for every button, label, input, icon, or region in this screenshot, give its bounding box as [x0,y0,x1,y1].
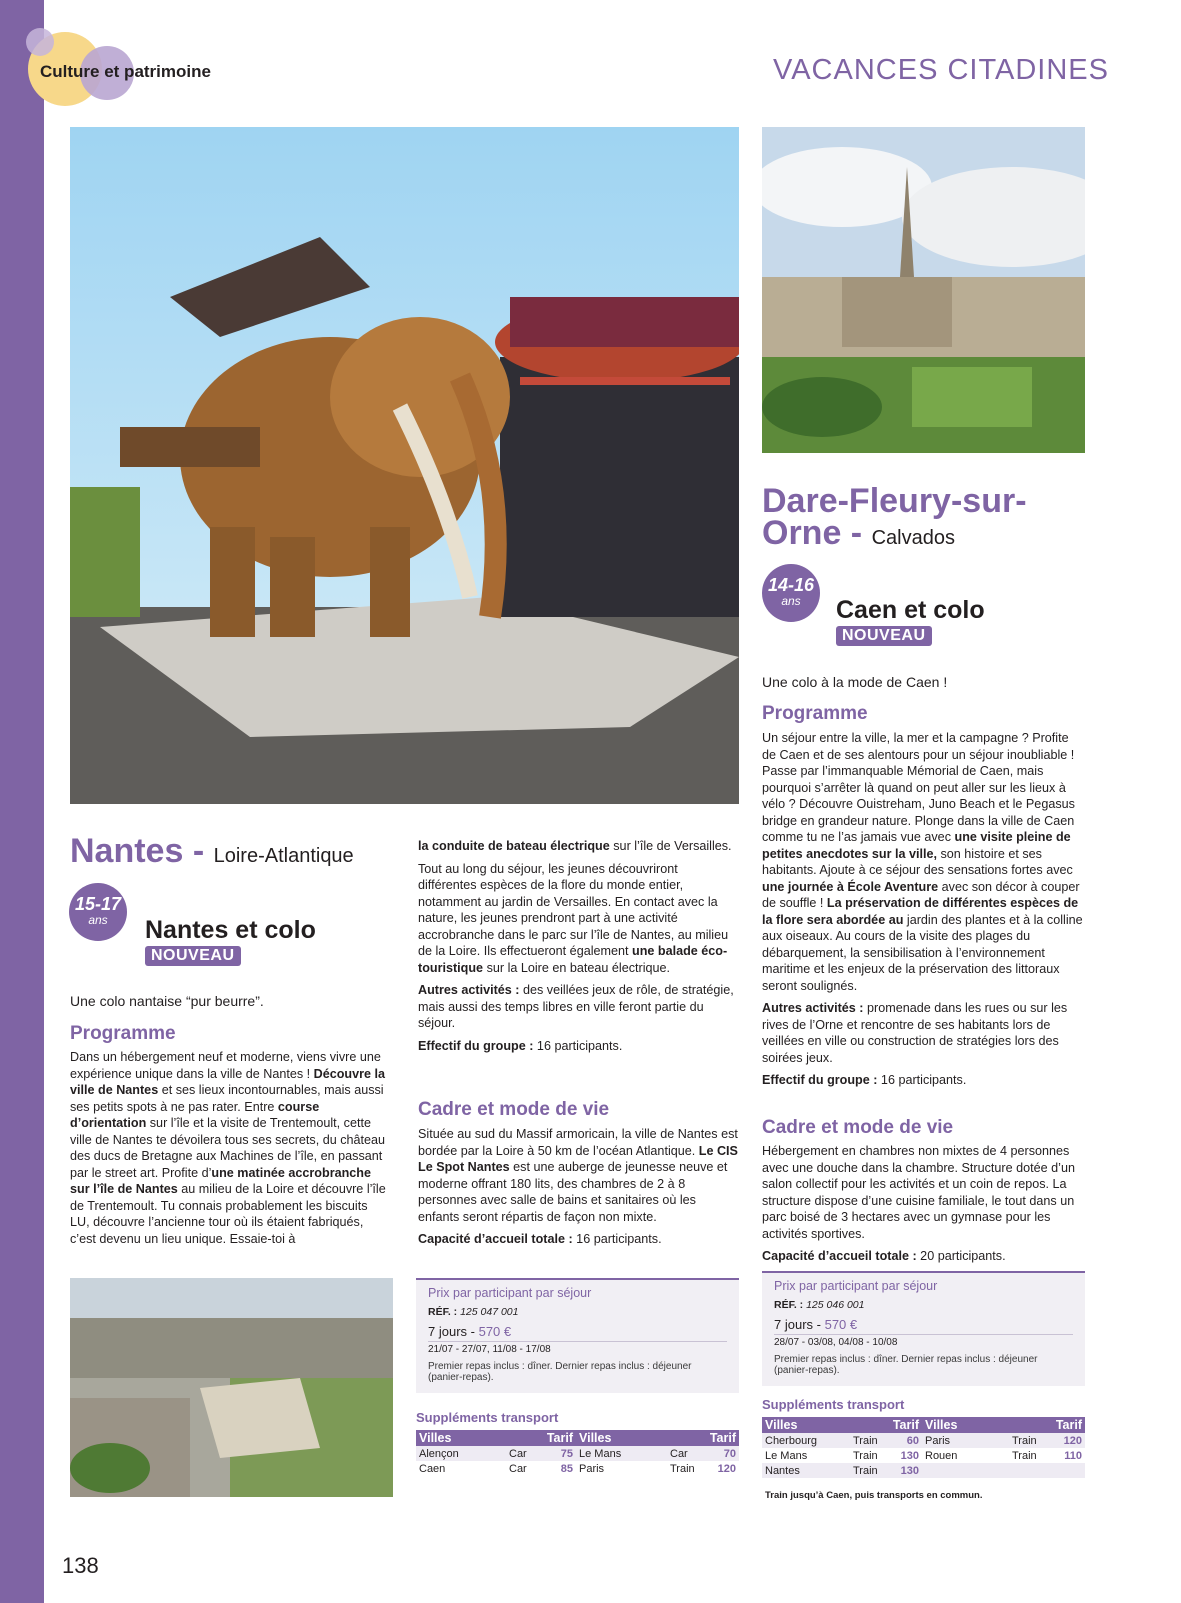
col-tarif: Tarif [540,1430,576,1446]
nantes-column-2 [418,838,738,1060]
caen-region: Calvados [871,527,955,549]
price-meals: Premier repas inclus : dîner. Dernier repas inclus : déjeuner (panier-repas). [774,1354,1038,1376]
nantes-programme-continued: la conduite de bateau électrique sur l’île de Versailles. [418,839,732,853]
caen-footnote: Train jusqu’à Caen, puis transports en commun. [765,1490,983,1501]
nantes-group-size: Effectif du groupe : 16 participants. [418,1038,623,1053]
price-dates: 28/07 - 03/08, 04/08 - 10/08 [774,1337,898,1348]
caen-age-badge [762,564,820,622]
caen-transport-table [762,1417,1085,1478]
col-villes: Villes [576,1430,667,1446]
price-duration: 7 jours - 570 € [774,1317,1073,1335]
table-row: Nantes Train 130 [762,1463,1085,1478]
nantes-title [70,834,354,868]
decor-circle-small [26,28,54,56]
nantes-cadre-text [418,1126,738,1254]
price-duration: 7 jours - 570 € [428,1324,727,1342]
nantes-city: Nantes - [70,832,205,870]
caen-title [762,482,1027,554]
nantes-cadre-paragraph: Située au sud du Massif armoricain, la ville de Nantes est bordée par la Loire à 50 km de l’océan Atlantique. Le CIS Le Spot Nantes est une auberge de jeunesse neuve et moderne offrant 180 lits, des chambres de 2 à 8 personnes avec salle de bains et sanitaires où les enfants seront répartis de façon non mixte. [418,1127,738,1224]
price-ref: RÉF. : 125 046 001 [774,1299,865,1311]
caen-other-activities: Autres activités : promenade dans les rues ou sur les rives de l’Orne et rencontre de ses habitants lors de veillées en ville ou construction de stratégies lors des soirées jeux. [762,1001,1068,1065]
caen-group-size: Effectif du groupe : 16 participants. [762,1073,967,1087]
nantes-new-badge: NOUVEAU [145,946,241,966]
nantes-other-activities: Autres activités : des veillées jeux de rôle, de stratégie, mais aussi des temps libres en ville feront partie du séjour. [418,983,734,1030]
caen-cadre-heading: Cadre et mode de vie [762,1117,954,1138]
nantes-programme-text [70,1049,390,1253]
caen-city-line1: Dare-Fleury-sur- [762,482,1027,520]
nantes-price-box [416,1278,739,1393]
nantes-capacity: Capacité d’accueil totale : 16 participants. [418,1232,662,1246]
price-dates: 21/07 - 27/07, 11/08 - 17/08 [428,1344,551,1355]
caen-church-photo [762,127,1085,453]
side-band [0,0,44,1603]
nantes-trip-name: Nantes et colo [145,916,316,944]
caen-city-line2: Orne - [762,514,863,552]
caen-cadre-text [762,1143,1086,1271]
caen-cadre-paragraph: Hébergement en chambres non mixtes de 4 personnes avec une douche dans la chambre. Structure dotée d’un salon collectif pour les activités et un coin de repos. La structure dispose d’une cuisine familiale, le tout dans un parc boisé de 3 hectares avec un gymnase pour les activités sportives. [762,1144,1075,1241]
nantes-programme-heading: Programme [70,1023,176,1044]
caen-new-badge: NOUVEAU [836,626,932,646]
table-row: Alençon Car 75 Le Mans Car 70 [416,1446,739,1461]
age-unit: ans [781,594,801,608]
nantes-paragraph-2: Tout au long du séjour, les jeunes découvriront différentes espèces de la flore du monde entier, notamment au jardin de Versailles. En contact avec la nature, les jeunes prendront part à une activité accrobranche dans le parc sur l’île de Nantes, au milieu de la Loire. Ils effectueront également une balade éco-touristique sur la Loire en bateau électrique. [418,861,729,975]
age-range: 15-17 [74,894,122,914]
caen-capacity: Capacité d’accueil totale : 20 participants. [762,1249,1006,1263]
nantes-aerial-photo [70,1278,393,1497]
age-range: 14-16 [767,575,815,595]
nantes-intro: Une colo nantaise “pur beurre”. [70,993,264,1009]
nantes-cadre-heading: Cadre et mode de vie [418,1099,610,1120]
caen-programme-text [762,730,1086,1095]
price-title: Prix par participant par séjour [774,1279,938,1293]
col-tarif: Tarif [886,1417,922,1433]
nantes-supp-title: Suppléments transport [416,1410,559,1425]
age-unit: ans [88,913,108,927]
col-tarif: Tarif [703,1430,739,1446]
caen-price-box [762,1271,1085,1386]
price-ref: RÉF. : 125 047 001 [428,1306,519,1318]
nantes-region: Loire-Atlantique [213,845,354,867]
price-meals: Premier repas inclus : dîner. Dernier repas inclus : déjeuner (panier-repas). [428,1361,692,1383]
col-tarif: Tarif [1047,1417,1085,1433]
caen-programme-paragraph: Un séjour entre la ville, la mer et la campagne ? Profite de Caen et de ses alentours pour un séjour inoubliable ! Passe par l’immanquable Mémorial de Caen, mais pourquoi s’arrêter là quand on peut aller sur les lieux à vélo ? Découvre Ouistreham, Juno Beach et le Pegasus bridge en grandeur nature. Plonge dans la ville de Caen comme tu ne l’as jamais vue avec une visite pleine de petites anecdotes sur la ville, son histoire et ses habitants. Ajoute à ce séjour des sensations fortes avec une journée à École Aventure avec son décor à couper de souffle ! La préservation de différentes espèces de la flore sera abordée au jardin des plantes et à la colline aux oiseaux. Au cours de la visite des plages du débarquement, la sensibilisation à l’environnement maritime et les enjeux de la préservation des littoraux seront soulignés. [762,731,1083,993]
caen-programme-heading: Programme [762,703,868,724]
caen-intro: Une colo à la mode de Caen ! [762,674,948,690]
nantes-transport-table [416,1430,739,1476]
col-villes: Villes [762,1417,850,1433]
table-row: Le Mans Train 130 Rouen Train 110 [765,1449,1082,1462]
nantes-elephant-photo [70,127,739,804]
page-title: VACANCES CITADINES [773,54,1109,86]
page-number: 138 [62,1553,99,1578]
caen-supp-title: Suppléments transport [762,1397,905,1412]
col-villes: Villes [416,1430,506,1446]
caen-trip-name: Caen et colo [836,596,985,624]
nantes-programme-paragraph: Dans un hébergement neuf et moderne, viens vivre une expérience unique dans la ville de Nantes ! Découvre la ville de Nantes et ses lieux incontournables, mais aussi ses petits spots à ne pas rater. Entre course d’orientation sur l’île et la visite de Trentemoult, cette ville de Nantes te dévoilera tous ses secrets, du château des ducs de Bretagne aux Machines de l’île, en passant par le street art. Profite d’une matinée accrobranche sur l’île de Nantes au milieu de la Loire et découvre l’île de Trentemoult. Tu connais probablement les biscuits LU, découvre l’ancienne tour où ils étaient fabriqués, c’est devenu un lieu unique. Essaie-toi à [70,1050,386,1246]
table-row: Caen Car 85 Paris Train 120 [419,1462,736,1475]
table-row: Cherbourg Train 60 Paris Train 120 [762,1433,1085,1448]
section-label: Culture et patrimoine [40,62,211,81]
price-title: Prix par participant par séjour [428,1286,592,1300]
col-villes: Villes [922,1417,1009,1433]
nantes-age-badge [69,883,127,941]
